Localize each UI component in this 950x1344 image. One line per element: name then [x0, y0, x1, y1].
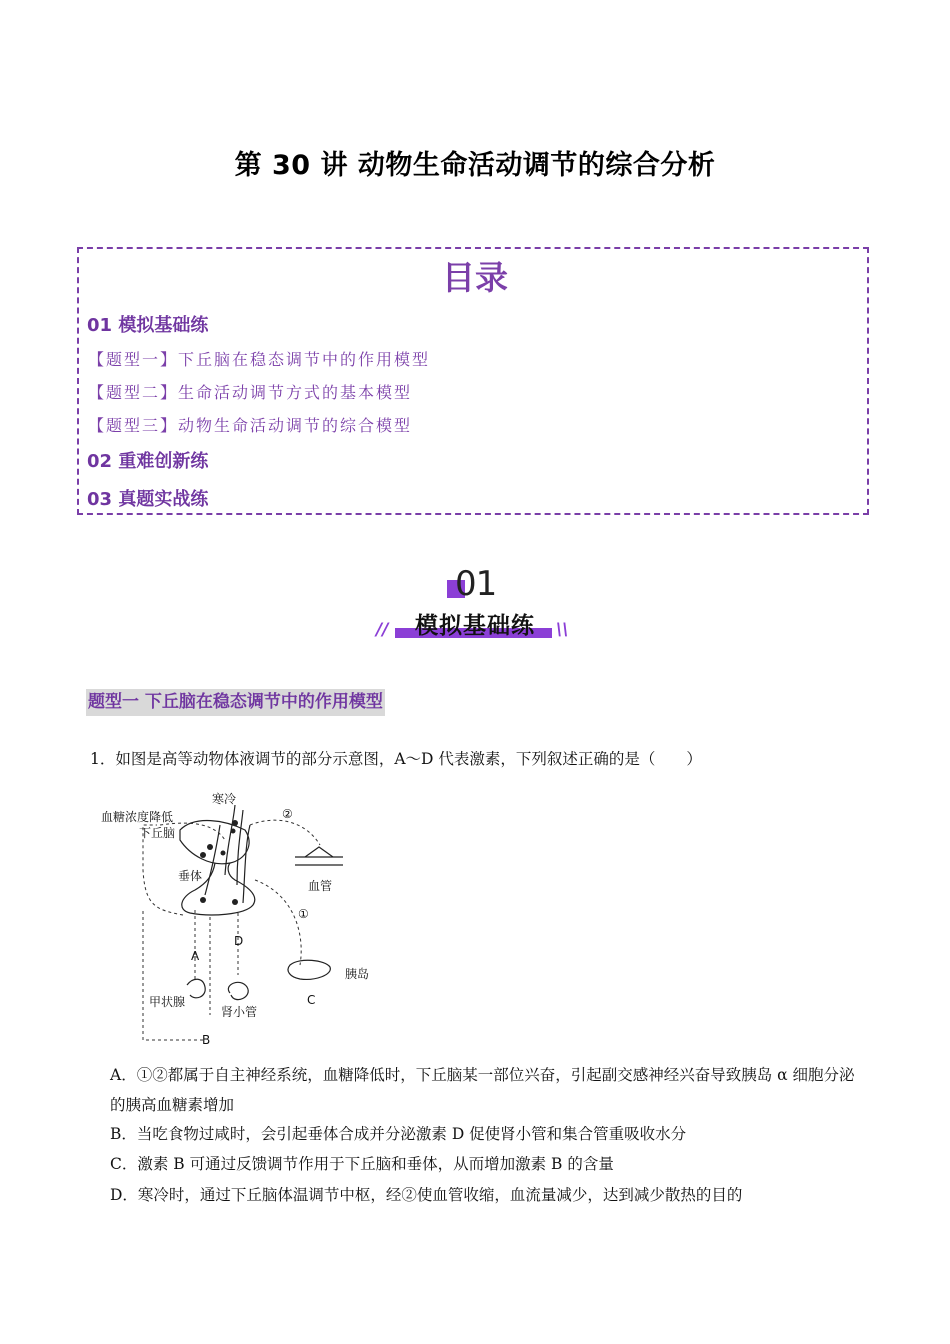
- toc-section-01[interactable]: 01 模拟基础练: [87, 315, 209, 336]
- toc-item-type2[interactable]: 【题型二】生命活动调节方式的基本模型: [88, 383, 413, 402]
- option-c[interactable]: C．激素 B 可通过反馈调节作用于下丘脑和垂体，从而增加激素 B 的含量: [110, 1155, 614, 1173]
- toc-section-03[interactable]: 03 真题实战练: [87, 489, 209, 510]
- question-stem: 1．如图是高等动物体液调节的部分示意图，A～D 代表激素，下列叙述正确的是（ ）: [90, 750, 702, 768]
- toc-item-type3[interactable]: 【题型三】动物生命活动调节的综合模型: [88, 416, 413, 435]
- badge-label: 模拟基础练: [415, 613, 535, 639]
- label-sugar-low: 血糖浓度降低: [101, 810, 174, 824]
- badge-slash-right: \\: [556, 620, 569, 640]
- label-pituitary: 垂体: [178, 869, 203, 883]
- label-islet: 胰岛: [345, 967, 370, 981]
- endocrine-figure: [95, 785, 395, 1050]
- option-d[interactable]: D．寒冷时，通过下丘脑体温调节中枢，经②使血管收缩，血流量减少，达到减少散热的目的: [110, 1186, 743, 1204]
- label-hypothalamus: 下丘脑: [139, 826, 176, 840]
- toc-item-type1[interactable]: 【题型一】下丘脑在稳态调节中的作用模型: [88, 350, 431, 369]
- label-tubule: 肾小管: [221, 1005, 258, 1019]
- toc-heading: 目录: [442, 258, 508, 297]
- label-A: A: [191, 949, 200, 963]
- document-title: 第 30 讲 动物生命活动调节的综合分析: [234, 150, 716, 181]
- label-path2: ②: [282, 807, 293, 821]
- option-a[interactable]: A．①②都属于自主神经系统，血糖降低时，下丘脑某一部位兴奋，引起副交感神经兴奋导致胰岛 α 细胞分泌的胰高血糖素增加: [110, 1066, 855, 1114]
- type-heading: 题型一 下丘脑在稳态调节中的作用模型: [86, 689, 385, 716]
- option-b[interactable]: B．当吃食物过咸时，会引起垂体合成并分泌激素 D 促使肾小管和集合管重吸收水分: [110, 1125, 687, 1143]
- label-B: B: [202, 1033, 211, 1047]
- label-path1: ①: [298, 907, 309, 921]
- label-C: C: [307, 993, 316, 1007]
- badge-slash-left: //: [376, 620, 389, 640]
- label-D: D: [234, 934, 244, 948]
- badge-number: 01: [455, 564, 497, 604]
- label-thyroid: 甲状腺: [149, 995, 186, 1009]
- label-vessel: 血管: [308, 879, 333, 893]
- label-cold: 寒冷: [212, 792, 237, 806]
- toc-section-02[interactable]: 02 重难创新练: [87, 451, 209, 472]
